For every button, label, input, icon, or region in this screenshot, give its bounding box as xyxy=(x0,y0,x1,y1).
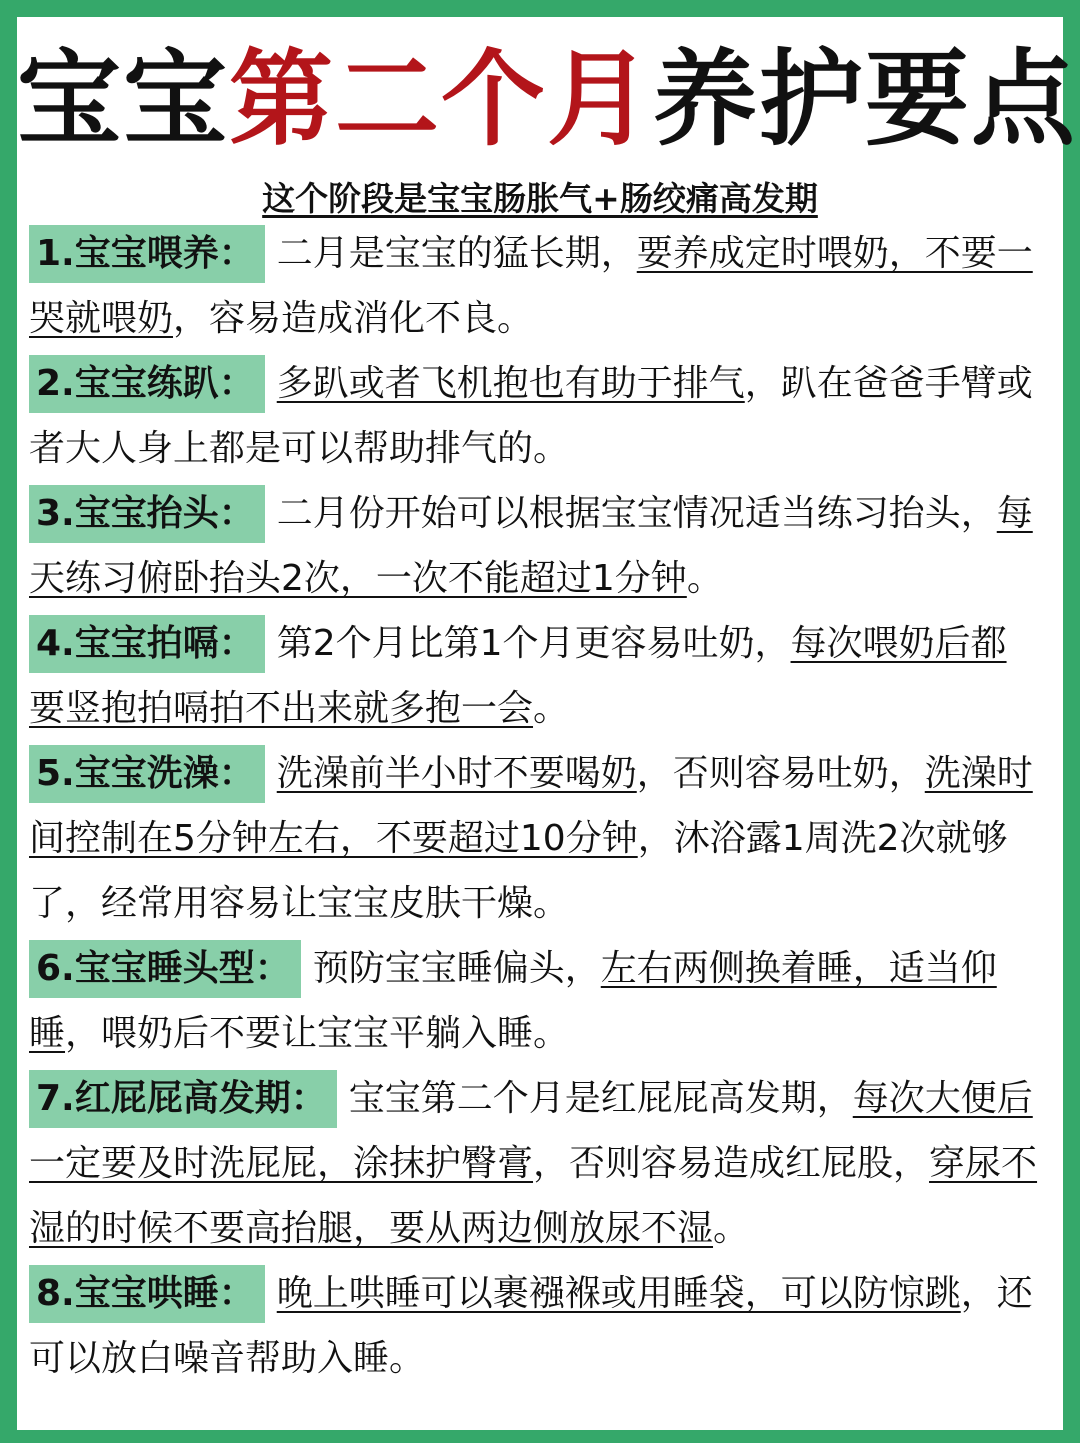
tip-text-emphasis: 洗澡前半小时不要喝奶 xyxy=(276,753,637,794)
tip-text: 宝宝第二个月是红屁屁高发期， xyxy=(348,1078,853,1119)
tip-text: ，喂奶后不要让宝宝平躺入睡。 xyxy=(65,1013,570,1054)
tip-text-emphasis: 每次喂奶后都要竖抱拍嗝拍不出来就多抱一会 xyxy=(29,623,1007,729)
tips-list xyxy=(29,221,1039,1391)
tip-text: ，趴在爸爸手臂或者大人身上都是可以帮助排气的。 xyxy=(29,363,1033,469)
tip-text: 。 xyxy=(533,688,570,729)
title-part-baby: 宝宝 xyxy=(17,37,230,160)
tip-label: 2.宝宝练趴： xyxy=(29,355,265,413)
tip-text: ，还可以放白噪音帮助入睡。 xyxy=(29,1273,1033,1379)
page-subtitle xyxy=(17,177,1063,221)
tip-label: 7.红屁屁高发期： xyxy=(29,1070,337,1128)
tip-item xyxy=(29,936,1039,1066)
tip-item xyxy=(29,611,1039,741)
tip-item xyxy=(29,1066,1039,1261)
tip-label: 3.宝宝抬头： xyxy=(29,485,265,543)
tip-item xyxy=(29,1261,1039,1391)
tip-label: 8.宝宝哄睡： xyxy=(29,1265,265,1323)
tip-label: 1.宝宝喂养： xyxy=(29,225,265,283)
tip-text: 。 xyxy=(713,1208,750,1249)
tip-text-emphasis: 晚上哄睡可以裹襁褓或用睡袋，可以防惊跳 xyxy=(276,1273,961,1314)
tip-text: 。 xyxy=(686,558,723,599)
tip-label: 6.宝宝睡头型： xyxy=(29,940,301,998)
tip-text-emphasis: 每次大便后一定要及时洗屁屁，涂抹护臀膏 xyxy=(29,1078,1033,1184)
tip-item xyxy=(29,351,1039,481)
page-title xyxy=(17,37,1078,160)
tip-text-emphasis: 穿尿不湿的时候不要高抬腿，要从两边侧放尿不湿 xyxy=(29,1143,1038,1249)
tip-text: ，容易造成消化不良。 xyxy=(173,298,534,339)
tip-label: 4.宝宝拍嗝： xyxy=(29,615,265,673)
tip-text: ，沐浴露1周洗2次就够了，经常用容易让宝宝皮肤干燥。 xyxy=(29,818,1008,924)
subtitle-text: 这个阶段是宝宝肠胀气+肠绞痛高发期 xyxy=(262,179,818,218)
title-part-second-month: 第二个月 xyxy=(229,37,654,160)
tip-text-emphasis: 多趴或者飞机抱也有助于排气 xyxy=(276,363,745,404)
tip-text: 第2个月比第1个月更容易吐奶， xyxy=(276,623,791,664)
content-panel xyxy=(17,17,1078,1430)
tip-item xyxy=(29,741,1039,936)
tip-text-emphasis: 洗澡时间控制在5分钟左右，不要超过10分钟 xyxy=(29,753,1033,859)
tip-text: ，否则容易造成红屁股， xyxy=(533,1143,930,1184)
tip-text-emphasis: 要养成定时喂奶，不要一哭就喂奶 xyxy=(29,233,1033,339)
tip-item xyxy=(29,481,1039,611)
tip-label: 5.宝宝洗澡： xyxy=(29,745,265,803)
tip-item xyxy=(29,221,1039,351)
title-part-care-points: 养护要点 xyxy=(653,37,1078,160)
tip-text: 二月是宝宝的猛长期， xyxy=(276,233,637,274)
tip-text: 二月份开始可以根据宝宝情况适当练习抬头， xyxy=(276,493,997,534)
tip-text-emphasis: 左右两侧换着睡，适当仰睡 xyxy=(29,948,997,1054)
tip-text: 预防宝宝睡偏头， xyxy=(312,948,601,989)
tip-text: ，否则容易吐奶， xyxy=(636,753,925,794)
tip-text-emphasis: 每天练习俯卧抬头2次，一次不能超过1分钟 xyxy=(29,493,1033,599)
